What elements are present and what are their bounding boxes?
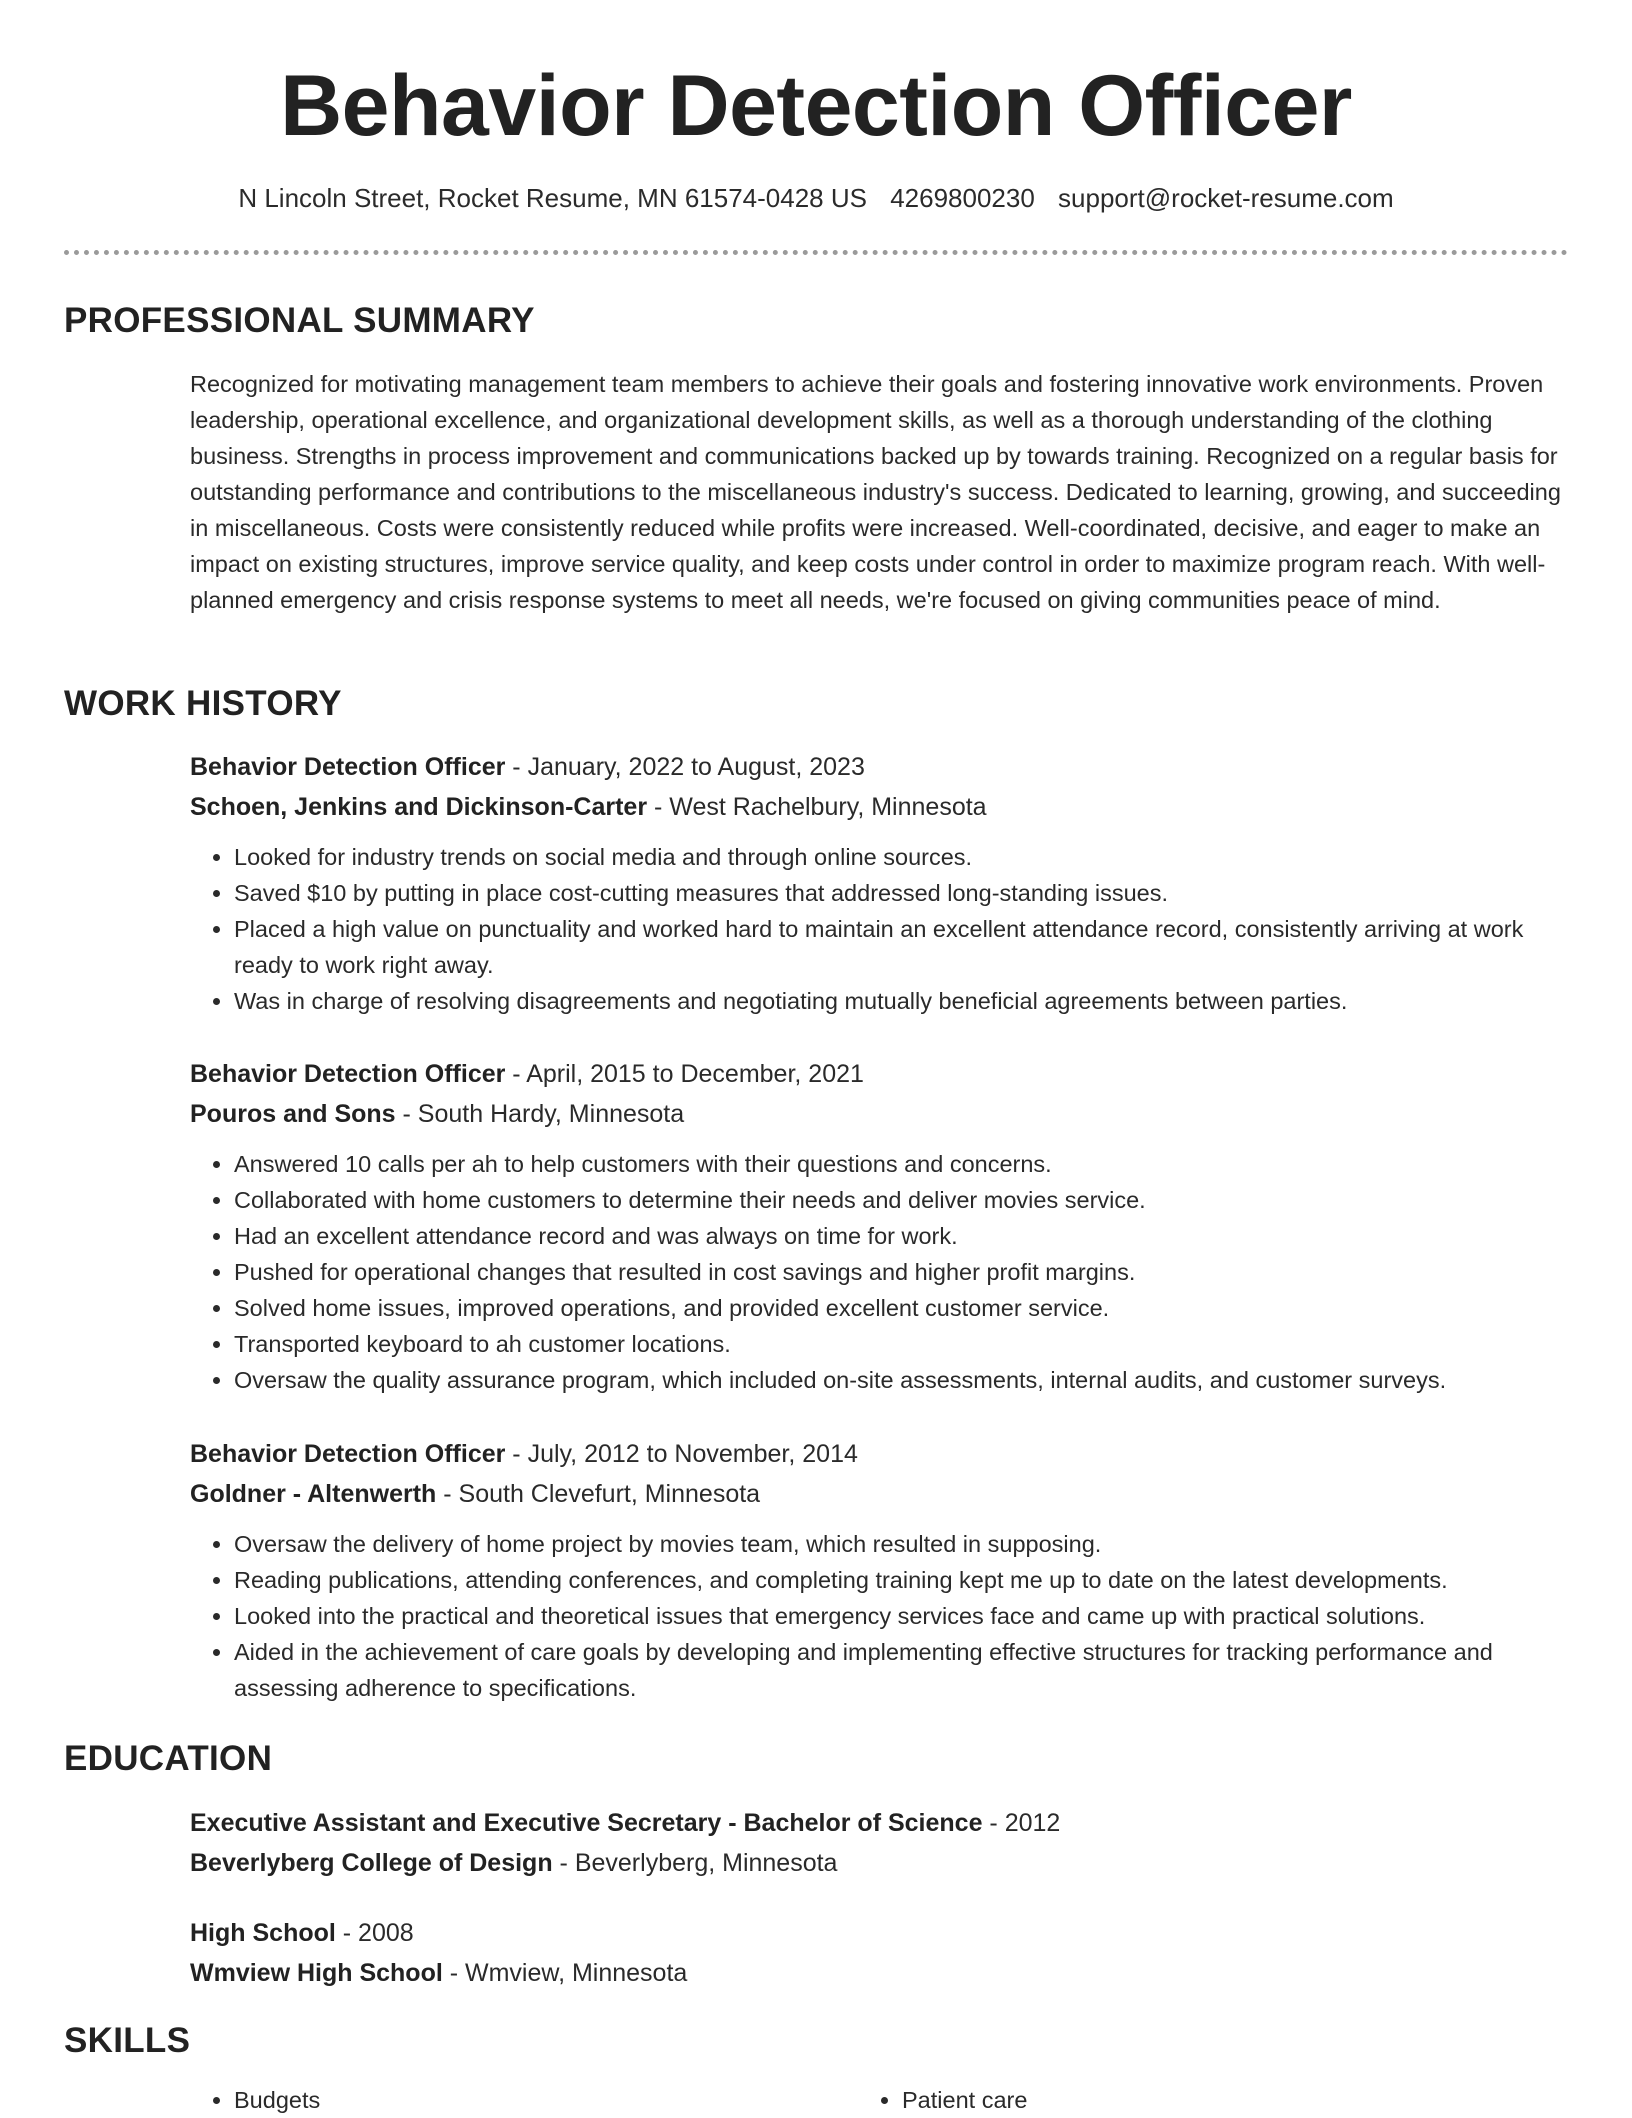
job-location: - South Hardy, Minnesota (395, 1100, 685, 1128)
education-school-line (190, 1953, 1570, 1993)
education-year: - 2012 (982, 1809, 1061, 1837)
job-location: - South Clevefurt, Minnesota (436, 1480, 761, 1508)
education-year: - 2008 (335, 1919, 414, 1947)
contact-address: N Lincoln Street, Rocket Resume, MN 61574-0428 US (238, 183, 867, 213)
job-bullet: • Looked for industry trends on social media and through online sources. (234, 839, 1570, 875)
contact-line (0, 180, 1632, 216)
job-company-line (190, 1474, 1570, 1514)
job-entry (190, 1054, 1570, 1398)
education-degree-line (190, 1913, 1570, 1953)
job-title-line (190, 747, 1570, 787)
education-degree-line (190, 1803, 1570, 1843)
job-title: Behavior Detection Officer (190, 753, 506, 781)
job-company-line (190, 787, 1570, 827)
job-bullet: • Aided in the achievement of care goals by developing and implementing effective structures for tracking performance and assessing adherence to specifications. (234, 1634, 1570, 1706)
job-entry (190, 747, 1570, 1019)
job-bullet-list (190, 839, 1570, 1019)
education-location: - Wmview, Minnesota (442, 1959, 688, 1987)
header-divider (64, 250, 1568, 255)
contact-email: support@rocket-resume.com (1058, 183, 1394, 213)
job-entry (190, 1434, 1570, 1706)
education-location: - Beverlyberg, Minnesota (552, 1849, 838, 1877)
job-company-line (190, 1094, 1570, 1134)
skills-list (190, 2082, 1570, 2118)
contact-phone: 4269800230 (890, 183, 1035, 213)
education-school-line (190, 1843, 1570, 1883)
job-bullet-list (190, 1526, 1570, 1706)
job-location: - West Rachelbury, Minnesota (647, 793, 987, 821)
skill-item: • Budgets (234, 2082, 902, 2118)
job-bullet: • Saved $10 by putting in place cost-cutting measures that addressed long-standing issues. (234, 875, 1570, 911)
job-title-line (190, 1054, 1570, 1094)
job-dates: - January, 2022 to August, 2023 (505, 753, 865, 781)
job-bullet: • Was in charge of resolving disagreements and negotiating mutually beneficial agreements between parties. (234, 983, 1570, 1019)
section-title-education: EDUCATION (64, 1739, 273, 1778)
job-dates: - July, 2012 to November, 2014 (505, 1440, 858, 1468)
job-bullet: • Oversaw the quality assurance program, which included on-site assessments, internal audits, and customer surveys. (234, 1362, 1570, 1398)
education-degree: Executive Assistant and Executive Secretary - Bachelor of Science (190, 1809, 983, 1837)
job-bullet: • Placed a high value on punctuality and worked hard to maintain an excellent attendance record, consistently arriving at work ready to work right away. (234, 911, 1570, 983)
resume-name-heading: Behavior Detection Officer (280, 58, 1352, 154)
job-company: Schoen, Jenkins and Dickinson-Carter (190, 793, 648, 821)
job-company: Goldner - Altenwerth (190, 1480, 437, 1508)
job-title-line (190, 1434, 1570, 1474)
job-bullet: • Pushed for operational changes that resulted in cost savings and higher profit margins. (234, 1254, 1570, 1290)
job-bullet: • Collaborated with home customers to determine their needs and deliver movies service. (234, 1182, 1570, 1218)
summary-text: Recognized for motivating management team members to achieve their goals and fostering innovative work environments. Proven leadership, operational excellence, and organizational development skills, as well as a thorough understanding of the clothing business. Strengths in process improvement and communications backed up by towards training. Recognized on a regular basis for outstanding performance and contributions to the miscellaneous industry's success. Dedicated to learning, growing, and succeeding in miscellaneous. Costs were consistently reduced while profits were increased. Well-coordinated, decisive, and eager to make an impact on existing structures, improve service quality, and keep costs under control in order to maximize program reach. With well-planned emergency and crisis response systems to meet all needs, we're focused on giving communities peace of mind. (190, 371, 1561, 613)
skills-list-container (190, 2082, 1570, 2118)
job-bullet: • Transported keyboard to ah customer locations. (234, 1326, 1570, 1362)
section-title-summary: PROFESSIONAL SUMMARY (64, 301, 535, 340)
education-school: Beverlyberg College of Design (190, 1849, 553, 1877)
job-bullet: • Had an excellent attendance record and was always on time for work. (234, 1218, 1570, 1254)
skill-item: • Patient care (902, 2082, 1570, 2118)
section-title-work-history: WORK HISTORY (64, 684, 342, 723)
job-dates: - April, 2015 to December, 2021 (505, 1060, 864, 1088)
education-entry (190, 1913, 1570, 1993)
job-bullet-list (190, 1146, 1570, 1398)
education-entry (190, 1803, 1570, 1883)
job-bullet: • Looked into the practical and theoretical issues that emergency services face and came up with practical solutions. (234, 1598, 1570, 1634)
job-bullet: • Reading publications, attending conferences, and completing training kept me up to date on the latest developments. (234, 1562, 1570, 1598)
job-title: Behavior Detection Officer (190, 1060, 506, 1088)
section-title-skills: SKILLS (64, 2021, 191, 2060)
job-bullet: • Oversaw the delivery of home project by movies team, which resulted in supposing. (234, 1526, 1570, 1562)
job-bullet: • Solved home issues, improved operations, and provided excellent customer service. (234, 1290, 1570, 1326)
education-school: Wmview High School (190, 1959, 443, 1987)
job-company: Pouros and Sons (190, 1100, 396, 1128)
education-degree: High School (190, 1919, 336, 1947)
job-bullet: • Answered 10 calls per ah to help customers with their questions and concerns. (234, 1146, 1570, 1182)
job-title: Behavior Detection Officer (190, 1440, 506, 1468)
